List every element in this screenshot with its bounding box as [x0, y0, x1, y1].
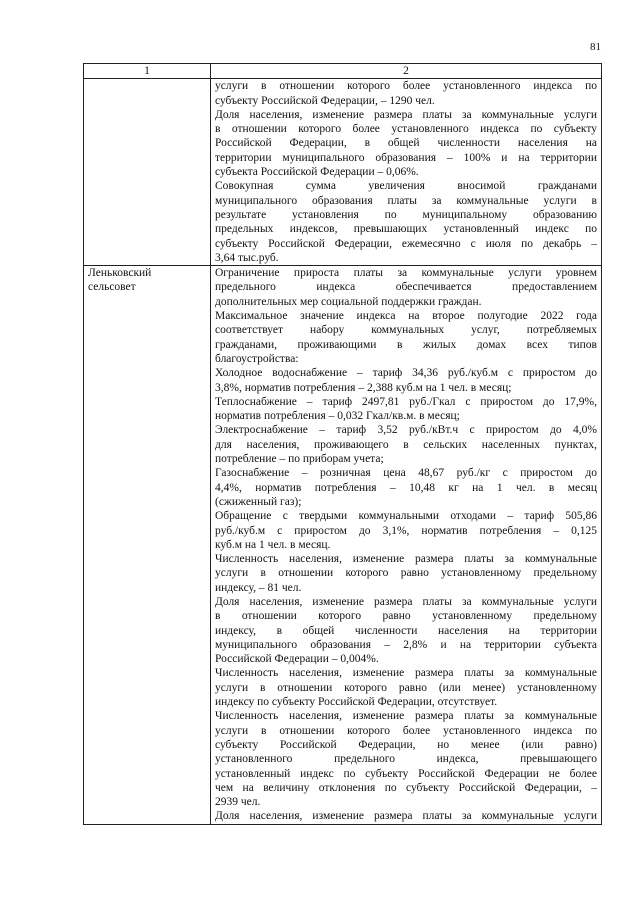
- text-line: территории муниципального образования – 100% и на территории: [215, 151, 597, 164]
- text-line: индексу, – 81 чел.: [215, 581, 302, 594]
- text-line: чем на величину отклонения по субъекту Российской Федерации, –: [215, 781, 597, 794]
- header-col-2: 2: [211, 64, 602, 79]
- text-line: в отношении которого более установленного индекса по субъекту: [215, 123, 597, 136]
- text-line: субъекту Российской Федерации, но менее (или равно): [215, 738, 597, 751]
- text-line: индексу по субъекту Российской Федерации, отсутствует.: [215, 696, 498, 709]
- text-line: Российской Федерации – 0,004%.: [215, 653, 379, 666]
- text-line: в отношении которого равно установленному предельному: [215, 610, 597, 623]
- text-line: Доля населения, изменение размера платы за коммунальные услуги: [215, 108, 597, 121]
- table-header-row: [84, 64, 602, 79]
- text-line: Ограничение прироста платы за коммунальные услуги уровнем: [215, 267, 597, 280]
- text-line: куб.м на 1 чел. в месяц.: [215, 538, 331, 551]
- text-line: установленного предельного индекса, превышающего: [215, 753, 597, 766]
- text-line: 4,4%, норматив потребления – 10,48 кг на 1 чел. в месяц: [215, 481, 597, 494]
- text-line: установленный индекс по субъекту Российской Федерации не более: [215, 767, 597, 780]
- region-cell: [84, 79, 211, 266]
- text-line: услуги в отношении которого равно (или менее) установленному: [215, 681, 597, 694]
- text-line: индексу, в общей численности населения на территории: [215, 624, 597, 637]
- text-line: 3,8%, норматив потребления – 2,388 куб.м на 1 чел. в месяц;: [215, 381, 512, 394]
- text-line: субъекту Российской Федерации, – 1290 чел.: [215, 94, 435, 107]
- text-line: для населения, проживающего в сельских населенных пунктах,: [215, 438, 597, 451]
- text-line: результате установления по муниципальному образованию: [215, 208, 597, 221]
- text-line: руб./куб.м с приростом до 3,1%, норматив потребления – 0,125: [215, 524, 597, 537]
- text-line: (сжиженный газ);: [215, 495, 302, 508]
- text-line: муниципального образования – 2,8% и на территории субъекта: [215, 638, 597, 651]
- text-line: Холодное водоснабжение – тариф 34,36 руб./куб.м с приростом до: [215, 367, 597, 380]
- text-line: соответствует набору коммунальных услуг, потребляемых: [215, 324, 597, 337]
- header-col-1: 1: [84, 64, 211, 79]
- region-name: Леньковский: [88, 267, 152, 280]
- text-line: Газоснабжение – розничная цена 48,67 руб./кг с приростом до: [215, 467, 597, 480]
- text-line: услуги в отношении которого равно установленному предельному: [215, 567, 597, 580]
- table-row: [84, 79, 602, 266]
- document-table: [83, 63, 602, 825]
- text-line: муниципального образования платы за коммунальные услуги в: [215, 194, 597, 207]
- text-line: субъекту Российской Федерации, ежемесячно с июля по декабрь –: [215, 237, 597, 250]
- text-line: Численность населения, изменение размера платы за коммунальные: [215, 667, 597, 680]
- text-line: Совокупная сумма увеличения вносимой гражданами: [215, 180, 597, 193]
- text-line: Численность населения, изменение размера платы за коммунальные: [215, 710, 597, 723]
- text-line: благоустройства:: [215, 352, 299, 365]
- text-line: норматив потребления – 0,032 Гкал/кв.м. в месяц;: [215, 410, 460, 423]
- text-line: гражданами, проживающими в жилых домах всех типов: [215, 338, 597, 351]
- description-cell: [211, 79, 602, 266]
- text-line: дополнительных мер социальной поддержки граждан.: [215, 295, 482, 308]
- text-line: 2939 чел.: [215, 796, 261, 809]
- text-line: Российской Федерации, в общей численности населения на: [215, 137, 597, 150]
- text-line: потребление – по приборам учета;: [215, 453, 384, 466]
- text-line: предельных индексов, превышающих установленный индекс по: [215, 223, 597, 236]
- page-number: 81: [590, 41, 601, 53]
- text-line: Доля населения, изменение размера платы за коммунальные услуги: [215, 595, 597, 608]
- region-cell: [84, 266, 211, 825]
- region-type: сельсовет: [88, 281, 136, 294]
- text-line: Максимальное значение индекса на второе полугодие 2022 года: [215, 310, 597, 323]
- table-row: [84, 266, 602, 825]
- text-line: услуги в отношении которого более установленного индекса по: [215, 724, 597, 737]
- description-cell: [211, 266, 602, 825]
- text-line: Теплоснабжение – тариф 2497,81 руб./Гкал с приростом до 17,9%,: [215, 395, 597, 408]
- text-line: субъекта Российской Федерации – 0,06%.: [215, 166, 419, 179]
- text-line: 3,64 тыс.руб.: [215, 251, 279, 264]
- text-line: Электроснабжение – тариф 3,52 руб./кВт.ч с приростом до 4,0%: [215, 424, 597, 437]
- text-line: предельного индекса обеспечивается предоставлением: [215, 281, 597, 294]
- text-line: Доля населения, изменение размера платы за коммунальные услуги: [215, 810, 597, 823]
- text-line: Численность населения, изменение размера платы за коммунальные: [215, 553, 597, 566]
- text-line: услуги в отношении которого более установленного индекса по: [215, 80, 597, 93]
- text-line: Обращение с твердыми коммунальными отходами – тариф 505,86: [215, 510, 597, 523]
